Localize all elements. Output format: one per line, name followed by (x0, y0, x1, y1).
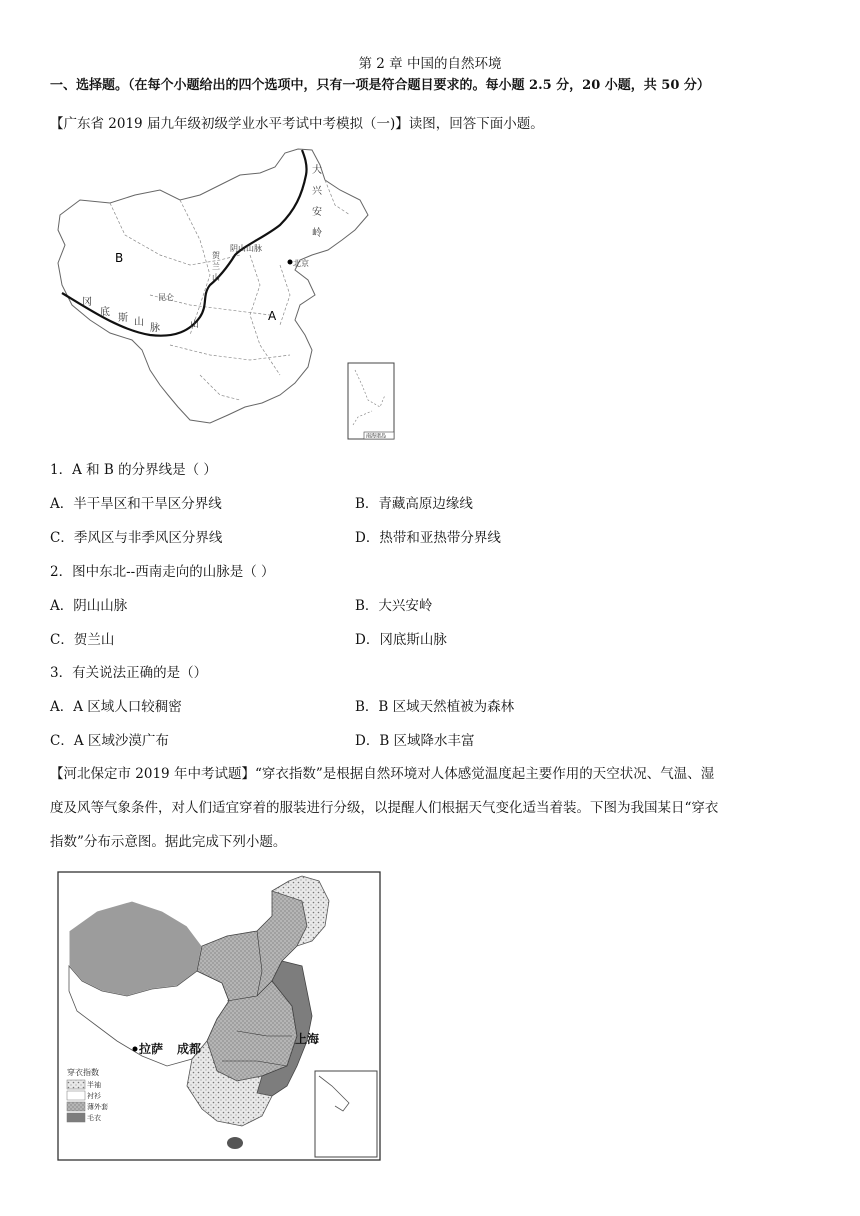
daxinganling-char-2: 兴 (312, 186, 322, 197)
group2-intro-line-1: 【河北保定市 2019 年中考试题】“穿衣指数”是根据自然环境对人体感觉温度起主要作用的天空状况、气温、湿 (50, 766, 715, 782)
helanshan-char-1: 贺 (212, 251, 220, 260)
helanshan-char-2: 兰 (212, 262, 220, 271)
lasa-label: 拉萨 (139, 1042, 164, 1056)
question-2-option-b: B．大兴安岭 (355, 598, 433, 614)
daxinganling-char-3: 安 (312, 207, 322, 218)
question-1-option-b: B．青藏高原边缘线 (355, 496, 473, 512)
gangdisi-char-5: 脉 (150, 323, 160, 334)
region-a-label: A (268, 309, 277, 323)
shan-label: 山 (190, 320, 200, 330)
legend-swatch-white (67, 1091, 85, 1100)
question-3-stem: 3．有关说法正确的是（） (50, 665, 208, 681)
legend-item-2: 衬衫 (87, 1092, 101, 1100)
kunlun-label: 昆仑 (158, 293, 174, 302)
helanshan-char-3: 山 (212, 273, 220, 282)
legend-swatch-dots (67, 1080, 85, 1089)
gangdisi-char-4: 山 (134, 317, 144, 328)
question-3-option-d: D．B 区域降水丰富 (355, 733, 475, 749)
group1-intro: 【广东省 2019 届九年级初级学业水平考试中考模拟（一)】读图，回答下面小题。 (50, 116, 544, 132)
question-1-stem: 1．A 和 B 的分界线是（ ） (50, 462, 217, 478)
shanghai-label: 上海 (295, 1032, 320, 1046)
legend-title: 穿衣指数 (67, 1068, 99, 1077)
legend-swatch-grey (67, 1113, 85, 1122)
question-3-option-c: C．A 区域沙漠广布 (50, 733, 169, 749)
question-2-stem: 2．图中东北--西南走向的山脉是（ ） (50, 564, 275, 580)
question-2-option-c: C．贺兰山 (50, 632, 115, 648)
chapter-title: 第 2 章 中国的自然环境 (358, 56, 502, 72)
question-1-option-d: D．热带和亚热带分界线 (355, 530, 501, 546)
legend-item-1: 半袖 (87, 1081, 101, 1089)
question-1-option-c: C．季风区与非季风区分界线 (50, 530, 223, 546)
dressing-index-map (57, 871, 381, 1161)
legend-item-3: 薄外套 (87, 1103, 108, 1111)
question-2-option-d: D．冈底斯山脉 (355, 632, 447, 648)
question-3-option-a: A．A 区域人口较稠密 (50, 699, 182, 715)
legend-swatch-cross (67, 1102, 85, 1111)
region-b-label: B (115, 251, 124, 265)
beijing-label: 北京 (293, 259, 309, 268)
group2-intro-line-2: 度及风等气象条件，对人们适宜穿着的服装进行分级，以提醒人们根据天气变化适当着装。下图为我国某日“穿衣 (50, 800, 719, 816)
south-sea-inset-2 (315, 1071, 377, 1157)
south-sea-label: 南海诸岛 (366, 433, 387, 440)
chengdu-label: 成都 (177, 1042, 202, 1056)
gangdisi-char-1: 冈 (82, 297, 92, 308)
group2-intro-line-3: 指数”分布示意图。据此完成下列小题。 (50, 834, 287, 850)
lasa-marker (133, 1047, 138, 1052)
beijing-marker (288, 260, 293, 265)
china-map-boundary (50, 145, 400, 445)
gangdisi-char-2: 底 (100, 307, 110, 318)
yinshan-label: 阴山山脉 (230, 244, 262, 253)
daxinganling-char-4: 岭 (312, 228, 322, 239)
south-sea-inset (348, 363, 394, 439)
question-1-option-a: A．半干旱区和干旱区分界线 (50, 496, 222, 512)
section-title: 一、选择题。（在每个小题给出的四个选项中，只有一项是符合题目要求的。每小题 2.5 分，20 小题，共 50 分） (50, 78, 710, 93)
legend-item-4: 毛衣 (87, 1114, 101, 1122)
gangdisi-char-3: 斯 (118, 313, 128, 324)
question-3-option-b: B．B 区域天然植被为森林 (355, 699, 515, 715)
daxinganling-char-1: 大 (312, 165, 322, 176)
question-2-option-a: A．阴山山脉 (50, 598, 128, 614)
hainan-island (227, 1137, 243, 1149)
